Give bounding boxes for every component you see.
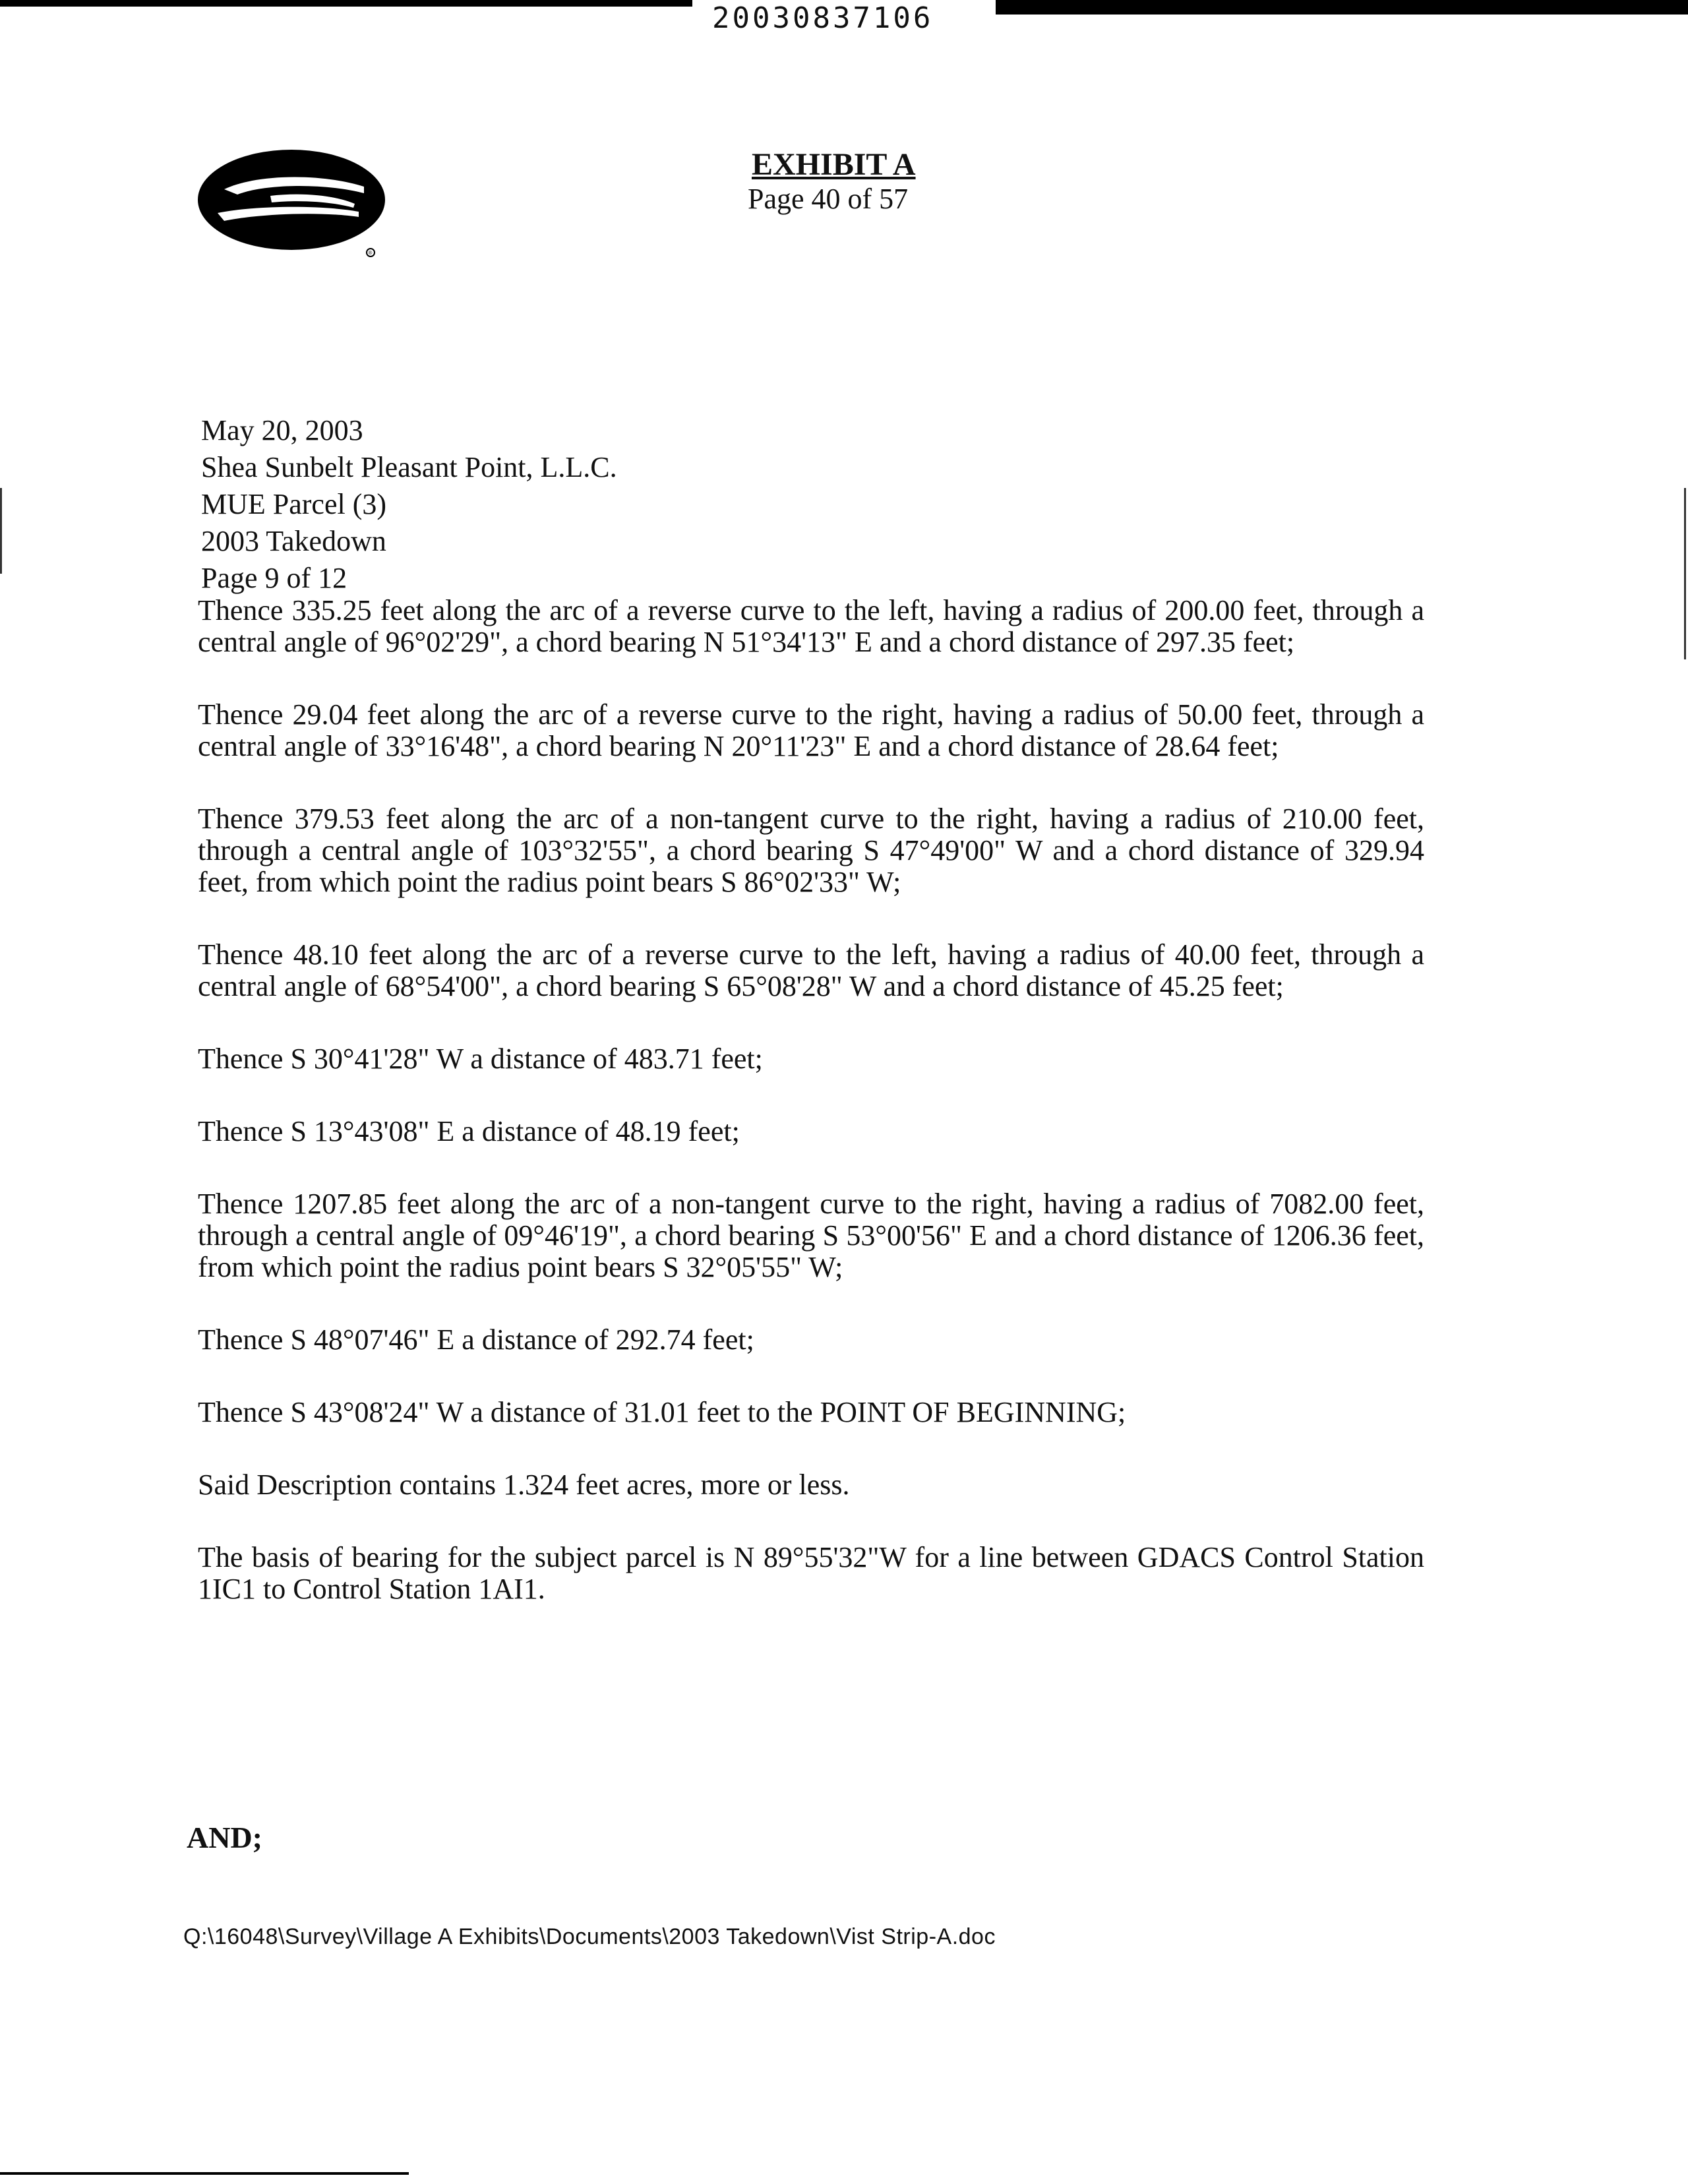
scan-edge-top-left bbox=[0, 0, 692, 7]
exhibit-title: EXHIBIT A bbox=[752, 147, 916, 182]
description-paragraph: Thence S 48°07'46" E a distance of 292.74 feet; bbox=[198, 1323, 754, 1356]
description-paragraph: Thence 379.53 feet along the arc of a non-tangent curve to the right, having a radius of 210.00 feet, through a central angle of 103°32'55", a chord bearing S 47°49'00" W and a chord distance of 329.94 feet, from which point the radius point bears S 86°02'33" W; bbox=[198, 803, 1424, 898]
scan-edge-left bbox=[0, 488, 2, 574]
closing-and: AND; bbox=[187, 1821, 262, 1854]
description-paragraph: Thence 29.04 feet along the arc of a reverse curve to the right, having a radius of 50.00 feet, through a central angle of 33°16'48", a chord bearing N 20°11'23" E and a chord distance of 28.64 feet; bbox=[198, 698, 1424, 762]
description-paragraph: Thence 1207.85 feet along the arc of a non-tangent curve to the right, having a radius of 7082.00 feet, through a central angle of 09°46'19", a chord bearing S 53°00'56" E and a chord distance of 1206.36 feet, from which point the radius point bears S 32°05'55" W; bbox=[198, 1188, 1424, 1283]
header-page: Page 9 of 12 bbox=[201, 562, 347, 594]
registered-mark: ® bbox=[368, 250, 373, 256]
header-takedown: 2003 Takedown bbox=[201, 525, 386, 557]
document-number: 20030837106 bbox=[712, 1, 934, 35]
scan-edge-top-right bbox=[996, 0, 1688, 15]
scan-edge-right bbox=[1684, 488, 1686, 659]
description-paragraph: Thence S 13°43'08" E a distance of 48.19 feet; bbox=[198, 1115, 740, 1147]
description-paragraph: Thence 48.10 feet along the arc of a reverse curve to the left, having a radius of 40.00 feet, through a central angle of 68°54'00", a chord bearing S 65°08'28" W and a chord distance of 45.25 feet; bbox=[198, 938, 1424, 1002]
header-parcel: MUE Parcel (3) bbox=[201, 488, 387, 520]
description-paragraph: Thence S 43°08'24" W a distance of 31.01 feet to the POINT OF BEGINNING; bbox=[198, 1396, 1126, 1428]
description-paragraph: Thence S 30°41'28" W a distance of 483.71 feet; bbox=[198, 1043, 763, 1075]
file-path-footer: Q:\16048\Survey\Village A Exhibits\Documents\2003 Takedown\Vist Strip-A.doc bbox=[183, 1924, 996, 1949]
s-oval-logo-icon bbox=[198, 148, 396, 260]
legal-description-body bbox=[198, 595, 1424, 1646]
letter-header bbox=[201, 412, 617, 597]
header-company: Shea Sunbelt Pleasant Point, L.L.C. bbox=[201, 451, 617, 483]
scan-edge-bottom bbox=[0, 2172, 409, 2175]
exhibit-page-number: Page 40 of 57 bbox=[748, 183, 909, 215]
description-paragraph: Said Description contains 1.324 feet acres, more or less. bbox=[198, 1469, 850, 1501]
description-paragraph: Thence 335.25 feet along the arc of a reverse curve to the left, having a radius of 200.00 feet, through a central angle of 96°02'29", a chord bearing N 51°34'13" E and a chord distance of 297.35 feet; bbox=[198, 594, 1424, 658]
header-date: May 20, 2003 bbox=[201, 414, 363, 446]
description-paragraph: The basis of bearing for the subject parcel is N 89°55'32"W for a line between GDACS Control Station 1IC1 to Control Station 1AI1. bbox=[198, 1541, 1424, 1605]
